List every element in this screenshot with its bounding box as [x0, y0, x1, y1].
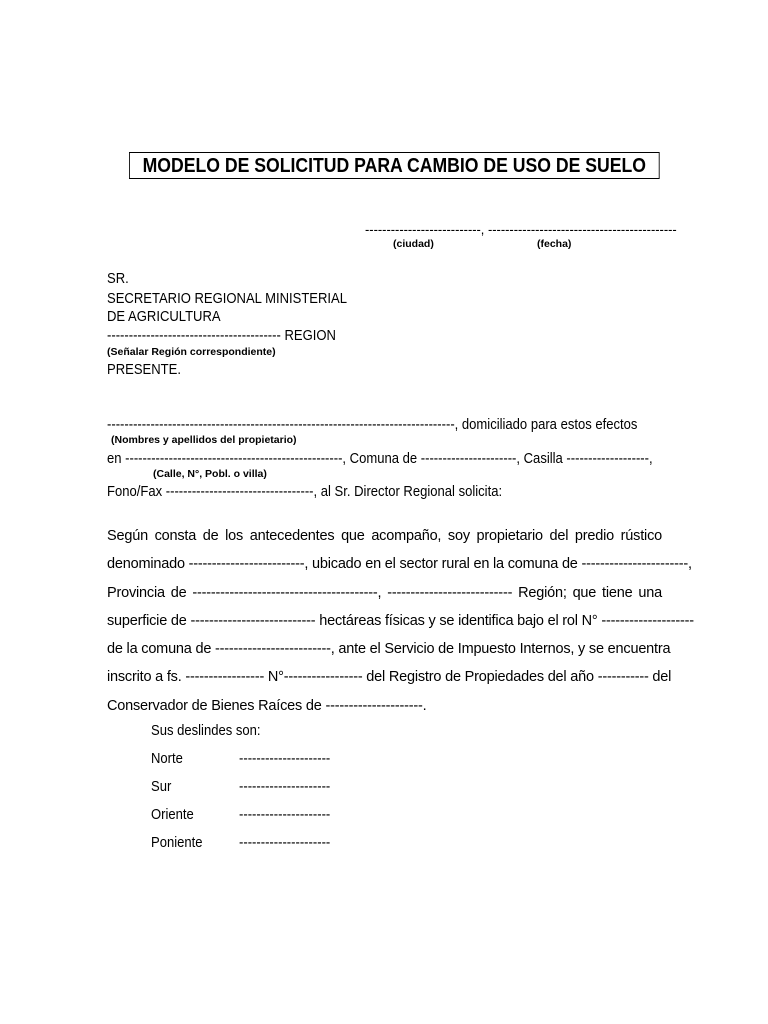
date-label: (fecha) — [537, 238, 572, 250]
paragraph-line: superficie de --------------------------- hectáreas físicas y se identifica bajo el rol N° -------------------- — [107, 612, 694, 629]
applicant-phone-line: Fono/Fax ----------------------------------, al Sr. Director Regional solicita: — [107, 484, 503, 500]
paragraph-line: de la comuna de -------------------------, ante el Servicio de Impuesto Internos, y se encuentra — [107, 641, 671, 658]
paragraph-line: Según consta de los antecedentes que acompaño, soy propietario del predio rústico — [107, 528, 662, 544]
boundary-west-label: Poniente — [151, 835, 203, 851]
addressee-sr: SR. — [107, 271, 129, 287]
boundary-east-label: Oriente — [151, 807, 194, 823]
applicant-address-line: en --------------------------------------------------, Comuna de ----------------------, Casilla -------------------, — [107, 451, 653, 467]
boundary-west-blank: --------------------- — [239, 835, 331, 851]
boundaries-heading: Sus deslindes son: — [151, 723, 261, 739]
paragraph-line: denominado -------------------------, ubicado en el sector rural en la comuna de -----------------------, — [107, 556, 692, 573]
document-title: MODELO DE SOLICITUD PARA CAMBIO DE USO DE SUELO — [129, 152, 660, 179]
addressee-region-line: ---------------------------------------- REGION — [107, 328, 336, 344]
paragraph-line: inscrito a fs. ----------------- N°----------------- del Registro de Propiedades del año ----------- del — [107, 669, 672, 686]
addressee-department: DE AGRICULTURA — [107, 309, 221, 325]
addressee-title: SECRETARIO REGIONAL MINISTERIAL — [107, 291, 348, 307]
request-paragraph — [107, 522, 694, 720]
region-note: (Señalar Región correspondiente) — [107, 346, 276, 358]
paragraph-line: Provincia de ----------------------------------------, --------------------------- Región; que tiene una — [107, 584, 662, 601]
paragraph-line: Conservador de Bienes Raíces de ---------------------. — [107, 697, 427, 714]
applicant-address-note: (Calle, N°, Pobl. o villa) — [153, 468, 267, 480]
applicant-name-note: (Nombres y apellidos del propietario) — [111, 434, 297, 446]
boundary-north-label: Norte — [151, 751, 183, 767]
boundary-north-blank: --------------------- — [239, 751, 331, 767]
city-date-line: ---------------------------, -------------------------------------------- — [365, 221, 677, 237]
boundary-south-blank: --------------------- — [239, 779, 331, 795]
presente-text: PRESENTE. — [107, 362, 181, 378]
boundary-east-blank: --------------------- — [239, 807, 331, 823]
city-label: (ciudad) — [393, 238, 434, 250]
boundary-south-label: Sur — [151, 779, 172, 795]
applicant-name-line: --------------------------------------------------------------------------------, domiciliado para estos efectos — [107, 417, 638, 433]
